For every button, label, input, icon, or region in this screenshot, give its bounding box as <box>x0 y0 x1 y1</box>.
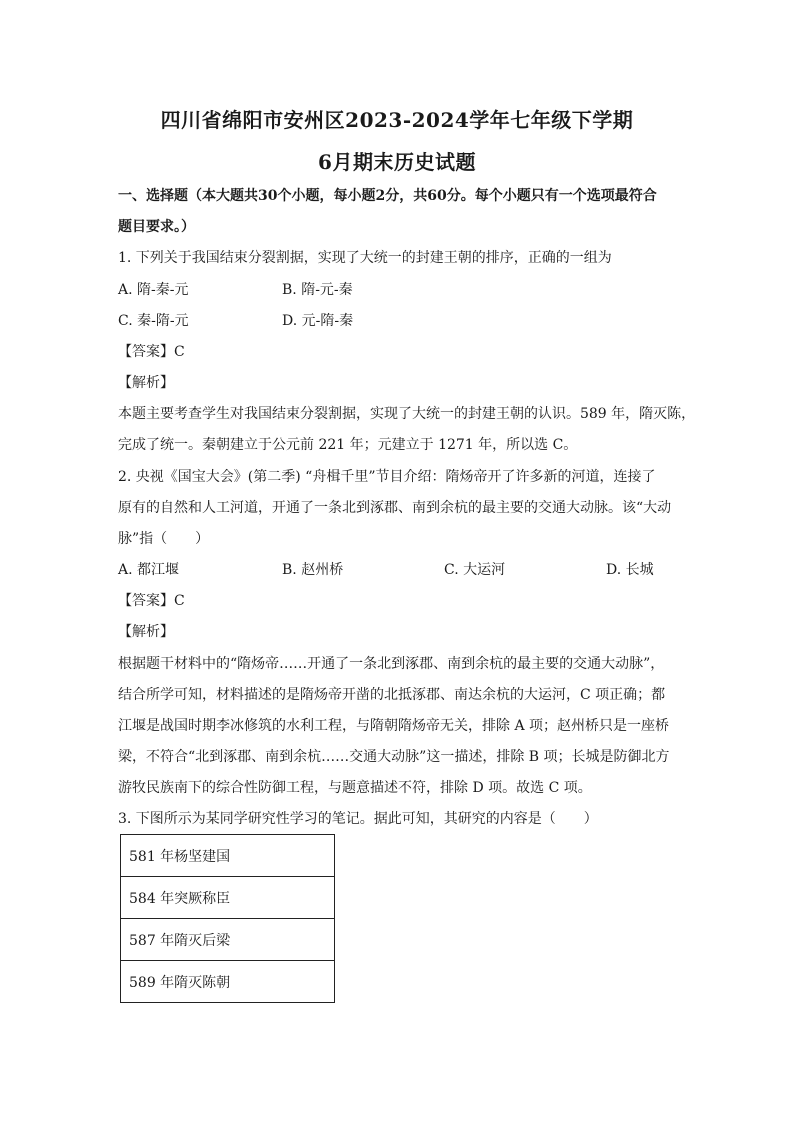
question-2-option-a: A. 都江堰 <box>118 562 180 578</box>
question-2-option-d: D. 长城 <box>606 562 654 578</box>
question-1-analysis-label: 【解析】 <box>118 375 174 391</box>
question-2-stem-line: 原有的自然和人工河道，开通了一条北到涿郡、南到余杭的最主要的交通大动脉。该“大动 <box>118 500 672 516</box>
question-2-option-b: B. 赵州桥 <box>282 562 344 578</box>
question-1-answer: 【答案】C <box>118 344 185 360</box>
question-2-analysis-line: 游牧民族南下的综合性防御工程，与题意描述不符，排除 D 项。故选 C 项。 <box>118 780 592 796</box>
study-notes-table <box>120 834 335 1003</box>
section-heading-continued: 题目要求。） <box>118 219 195 235</box>
exam-title-line-1: 四川省绵阳市安州区2023-2024学年七年级下学期 <box>160 108 634 132</box>
table-cell: 581 年杨坚建国 <box>121 835 335 877</box>
table-cell: 589 年隋灭陈朝 <box>121 961 335 1003</box>
question-1-analysis-line: 完成了统一。秦朝建立于公元前 221 年；元建立于 1271 年，所以选 C。 <box>118 437 578 453</box>
section-heading: 一、选择题（本大题共30个小题，每小题2分，共60分。每个小题只有一个选项最符合 <box>118 188 657 204</box>
question-2-analysis-line: 梁，不符合“北到涿郡、南到余杭……交通大动脉”这一描述，排除 B 项；长城是防御北方 <box>118 749 670 765</box>
question-2-stem-line: 2. 央视《国宝大会》(第二季) “舟楫千里”节目介绍：隋炀帝开了许多新的河道，连接了 <box>118 469 656 485</box>
table-row <box>121 961 335 1003</box>
question-2-answer: 【答案】C <box>118 593 185 609</box>
question-1-option-a: A. 隋-秦-元 <box>118 282 189 298</box>
question-3-stem: 3. 下图所示为某同学研究性学习的笔记。据此可知，其研究的内容是（ ） <box>118 811 598 827</box>
table-cell: 584 年突厥称臣 <box>121 877 335 919</box>
exam-title-line-2: 6月期末历史试题 <box>318 150 476 174</box>
question-1-analysis-line: 本题主要考查学生对我国结束分裂割据，实现了大统一的封建王朝的认识。589 年，隋灭陈， <box>118 406 696 422</box>
question-2-analysis-line: 江堰是战国时期李冰修筑的水利工程，与隋朝隋炀帝无关，排除 A 项；赵州桥只是一座桥 <box>118 718 670 734</box>
question-1-option-d: D. 元-隋-秦 <box>282 313 354 329</box>
table-row <box>121 877 335 919</box>
question-2-analysis-line: 结合所学可知，材料描述的是隋炀帝开凿的北抵涿郡、南达余杭的大运河，C 项正确；都 <box>118 687 666 703</box>
question-2-analysis-line: 根据题干材料中的“隋炀帝……开通了一条北到涿郡、南到余杭的最主要的交通大动脉”， <box>118 656 665 672</box>
question-1-option-b: B. 隋-元-秦 <box>282 282 353 298</box>
table-row <box>121 835 335 877</box>
table-row <box>121 919 335 961</box>
question-2-stem-line: 脉”指（ ） <box>118 531 210 547</box>
table-cell: 587 年隋灭后梁 <box>121 919 335 961</box>
question-1-option-c: C. 秦-隋-元 <box>118 313 189 329</box>
question-2-analysis-label: 【解析】 <box>118 624 174 640</box>
question-1-stem: 1. 下列关于我国结束分裂割据，实现了大统一的封建王朝的排序，正确的一组为 <box>118 250 612 266</box>
question-2-option-c: C. 大运河 <box>444 562 506 578</box>
